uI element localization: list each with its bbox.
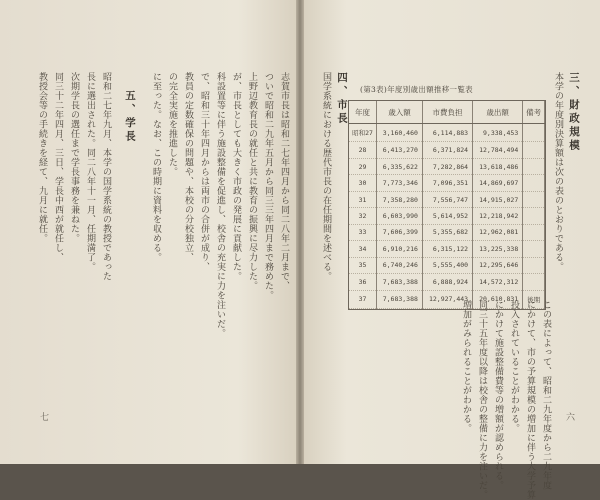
city-share-cell: 5,555,400 [422, 257, 472, 273]
expenditure-cell: 13,225,338 [473, 241, 523, 257]
body-text-line: に至った。なお、この時期に資料を収める。 [151, 72, 161, 262]
table-row [349, 257, 545, 273]
note-cell: 後期 [523, 290, 545, 308]
expenditure-cell: 12,962,081 [473, 224, 523, 240]
expenditure-cell: 9,338,453 [473, 124, 523, 142]
revenue-cell: 6,335,622 [377, 158, 423, 174]
expenditure-cell: 12,295,646 [473, 257, 523, 273]
body-text-line: にかけて、市の予算規模の増加に伴う大学予算 [525, 300, 535, 500]
city-share-cell: 7,096,351 [422, 175, 472, 191]
city-share-cell: 6,315,122 [422, 241, 472, 257]
city-share-cell: 7,556,747 [422, 191, 472, 207]
year-cell: 30 [349, 175, 377, 191]
note-cell [523, 175, 545, 191]
expenditure-cell: 20,610,831 [473, 290, 523, 308]
note-cell [523, 241, 545, 257]
table-row [349, 208, 545, 224]
table-caption: (第3表)年度別歳出額推移一覧表 [360, 85, 473, 94]
revenue-cell: 7,606,399 [377, 224, 423, 240]
body-text-line: 上野辺教育長の就任と共に教育の振興に尽力した。 [247, 72, 257, 291]
body-text-line: 同三十二年四月、三日、学長中西が就任し、 [53, 72, 63, 262]
year-cell: 37 [349, 290, 377, 308]
expenditure-cell: 12,218,942 [473, 208, 523, 224]
note-cell [523, 274, 545, 290]
city-share-cell: 6,114,883 [422, 124, 472, 142]
table-header: 歳入額 [377, 101, 423, 124]
revenue-cell: 7,683,388 [377, 274, 423, 290]
revenue-cell: 7,773,346 [377, 175, 423, 191]
body-text-line: 科設置等に伴う施設整備を促進し、校舎の充実に力を注いだ。 [215, 72, 225, 338]
table-row [349, 158, 545, 174]
city-share-cell: 7,282,864 [422, 158, 472, 174]
year-cell: 34 [349, 241, 377, 257]
book-gutter [296, 0, 304, 464]
page-number-left: 七 [40, 413, 50, 423]
body-text-line: 本学の年度別決算額は次の表のとおりである。 [553, 72, 563, 272]
body-text-line: にかけて施設整備費等の増額が認められる。 [493, 300, 503, 490]
note-cell [523, 124, 545, 142]
city-share-cell: 6,371,824 [422, 142, 472, 158]
year-cell: 31 [349, 191, 377, 207]
body-text-line: 投入されていることがわかる。 [509, 300, 519, 433]
table-row [349, 241, 545, 257]
year-cell: 36 [349, 274, 377, 290]
note-cell [523, 208, 545, 224]
table-row [349, 274, 545, 290]
table-row [349, 191, 545, 207]
note-cell [523, 257, 545, 273]
page-number-right: 六 [566, 413, 576, 423]
body-text-line: 同三十五年度以降は校舎の整備に力を注いだ。 [477, 300, 487, 500]
note-cell [523, 142, 545, 158]
revenue-cell: 7,358,280 [377, 191, 423, 207]
body-text-line: の完全実施を推進した。 [167, 72, 177, 177]
table-row [349, 142, 545, 158]
city-share-cell: 12,927,443 [422, 290, 472, 308]
section-heading-shicho: 四、市長 [336, 72, 348, 126]
body-text-line: 昭和二七年九月、本学の国学系統の教授であった [101, 72, 111, 281]
note-cell [523, 224, 545, 240]
revenue-cell: 6,740,246 [377, 257, 423, 273]
revenue-cell: 6,603,990 [377, 208, 423, 224]
year-cell: 29 [349, 158, 377, 174]
expenditure-cell: 14,869,697 [473, 175, 523, 191]
body-text-line: で、昭和三十年四月からは両市の合併が成り、 [199, 72, 209, 272]
table-row [349, 124, 545, 142]
year-cell: 昭和27 [349, 124, 377, 142]
revenue-cell: 6,910,216 [377, 241, 423, 257]
table-header: 備考 [523, 101, 545, 124]
revenue-cell: 7,683,388 [377, 290, 423, 308]
body-text-line: この表によって、昭和二九年度から二九年度 [541, 300, 551, 490]
table-header: 歳出額 [473, 101, 523, 124]
section-heading-zaisei: 三、財政規模 [568, 72, 580, 153]
body-text-line: ついで昭和二九年五月から同三三年四月まで務めた。 [263, 72, 273, 300]
body-text-line: 長に選出された。同二八年十一月、任期満了。 [85, 72, 95, 272]
table-header: 年度 [349, 101, 377, 124]
body-text-line: 志賀市長は昭和二七年四月から同二八年二月まで、 [279, 72, 289, 291]
budget-table [348, 100, 546, 310]
body-text-line: 教授会等の手続きを経て、九月に就任。 [37, 72, 47, 243]
section-heading-gakucho: 五、学長 [124, 90, 136, 144]
body-text-line: 次期学長の選任まで学長事務を兼ねた。 [69, 72, 79, 243]
expenditure-cell: 14,572,312 [473, 274, 523, 290]
note-cell [523, 191, 545, 207]
year-cell: 28 [349, 142, 377, 158]
body-text-line: 教員の定数確保の問題や、本校の分校独立、 [183, 72, 193, 262]
body-text-line: 国学系統における歴代市長の在任期間を述べる。 [321, 72, 331, 281]
year-cell: 35 [349, 257, 377, 273]
body-text-line: 増加がみられることがわかる。 [461, 300, 471, 433]
revenue-cell: 6,413,270 [377, 142, 423, 158]
expenditure-cell: 13,618,486 [473, 158, 523, 174]
city-share-cell: 5,355,682 [422, 224, 472, 240]
city-share-cell: 6,888,924 [422, 274, 472, 290]
body-text-line: が、市長としても大きく市政の発展に貢献した。 [231, 72, 241, 281]
table-row [349, 175, 545, 191]
year-cell: 33 [349, 224, 377, 240]
city-share-cell: 5,614,952 [422, 208, 472, 224]
year-cell: 32 [349, 208, 377, 224]
expenditure-cell: 12,784,494 [473, 142, 523, 158]
table-header: 市費負担 [422, 101, 472, 124]
expenditure-cell: 14,915,027 [473, 191, 523, 207]
revenue-cell: 3,160,460 [377, 124, 423, 142]
note-cell [523, 158, 545, 174]
table-row [349, 224, 545, 240]
